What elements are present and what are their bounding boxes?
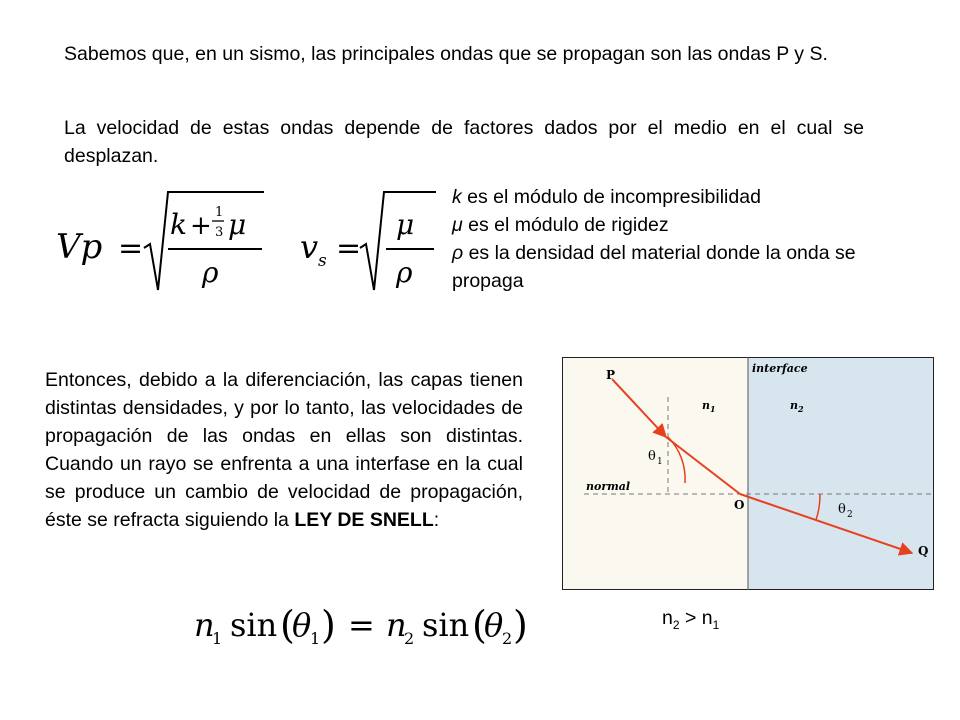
interface-label: interface xyxy=(752,362,808,375)
point-q-label: Q xyxy=(918,544,929,558)
svg-text:θ: θ xyxy=(484,606,504,644)
svg-text:n: n xyxy=(386,606,407,644)
svg-text:1: 1 xyxy=(212,629,223,648)
vp-symbol: Vp xyxy=(56,227,103,267)
medium-2-region xyxy=(748,357,934,590)
svg-text:1: 1 xyxy=(710,404,716,414)
fraction-denominator: 3 xyxy=(215,225,224,240)
equals-sign-2: = xyxy=(336,231,362,266)
wave-velocity-formula xyxy=(52,186,462,296)
svg-text:θ: θ xyxy=(292,606,312,644)
vs-subscript: s xyxy=(318,251,327,271)
svg-text:n: n xyxy=(194,606,215,644)
definition-k: k es el módulo de incompresibilidad xyxy=(452,186,761,208)
svg-text:1: 1 xyxy=(310,629,321,648)
mu-symbol: μ xyxy=(228,208,247,241)
definition-mu: μ es el módulo de rigidez xyxy=(452,214,669,236)
svg-text:(: ( xyxy=(280,603,295,647)
refraction-diagram xyxy=(562,357,934,590)
snell-law-formula xyxy=(190,598,540,654)
refractive-index-caption: $n_2 > n_1$ xyxy=(662,607,720,632)
svg-text:2: 2 xyxy=(502,629,513,648)
svg-text:1: 1 xyxy=(657,457,663,467)
rho-symbol: ρ xyxy=(202,256,219,289)
theta2-label: θ xyxy=(838,502,846,517)
snell-paragraph: Entonces, debido a la diferenciación, las capas tienen distintas densidades, y por lo tanto, las velocidades de propagación de las ondas en ellas son distintas. Cuando un rayo se enfrenta a una interfase en la cual se produce un cambio de velocidad de propagación, éste se refracta siguiendo la LEY DE SNELL: xyxy=(45,369,523,531)
svg-text:2: 2 xyxy=(847,510,853,520)
fraction-numerator: 1 xyxy=(215,205,224,220)
equals-sign: = xyxy=(118,231,144,266)
svg-text:2: 2 xyxy=(798,404,804,414)
n2-label: n xyxy=(790,399,798,412)
k-symbol: k xyxy=(170,208,187,241)
plus-sign: + xyxy=(190,211,212,241)
svg-text:=: = xyxy=(348,606,375,644)
svg-text:): ) xyxy=(321,603,336,647)
svg-text:): ) xyxy=(513,603,528,647)
svg-text:2: 2 xyxy=(404,629,415,648)
mu-symbol-2: μ xyxy=(396,208,415,241)
vs-symbol: v xyxy=(300,228,319,266)
definition-rho: ρ es la densidad del material donde la onda se propaga xyxy=(452,242,856,292)
snell-law-label: LEY DE SNELL xyxy=(294,509,434,531)
svg-text:(: ( xyxy=(472,603,487,647)
velocity-paragraph: La velocidad de estas ondas depende de factores dados por el medio en el cual se desplazan. xyxy=(64,117,864,167)
intro-paragraph: Sabemos que, en un sismo, las principales ondas que se propagan son las ondas P y S. xyxy=(64,43,828,65)
point-o-label: O xyxy=(734,498,745,512)
variable-definitions xyxy=(452,183,864,295)
n1-label: n xyxy=(702,399,710,412)
normal-label: normal xyxy=(586,480,631,493)
point-p-label: P xyxy=(606,368,616,382)
theta1-label: θ xyxy=(648,449,656,464)
svg-text:sin: sin xyxy=(422,606,470,644)
rho-symbol-2: ρ xyxy=(396,256,413,289)
svg-text:sin: sin xyxy=(230,606,278,644)
medium-1-region xyxy=(562,357,748,590)
